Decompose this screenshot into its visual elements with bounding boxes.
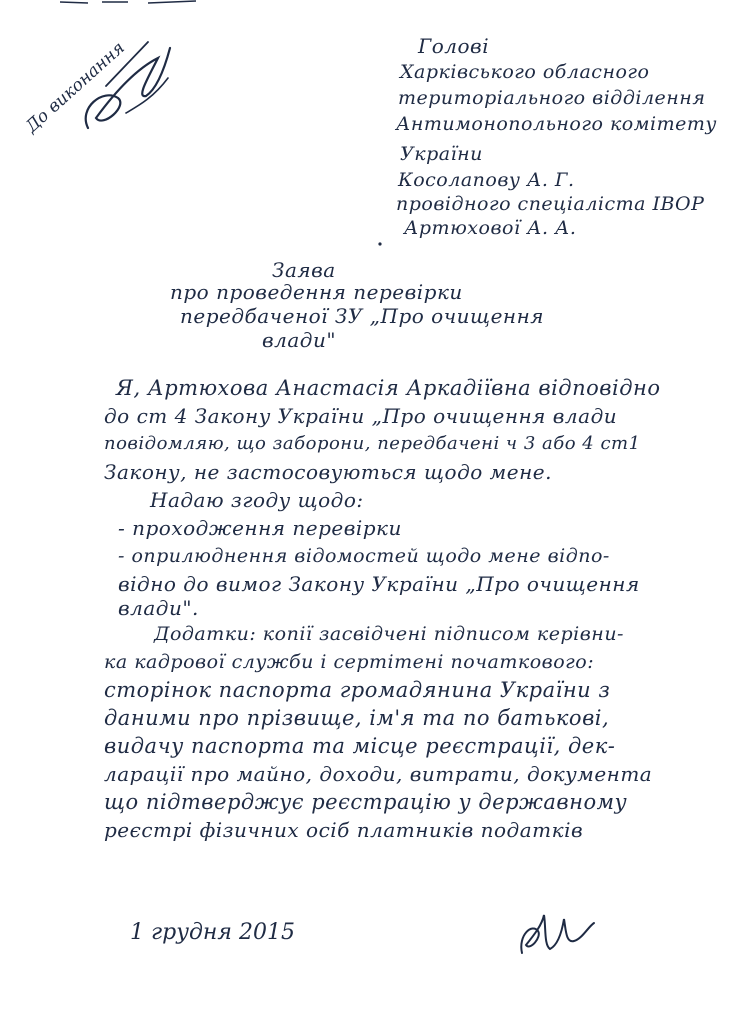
addressee-line-6: Косолапову А. Г. <box>398 169 575 191</box>
resolution-note-text: До виконання <box>22 37 129 137</box>
addressee-line-8: Артюхової А. А. <box>404 217 577 239</box>
top-edge-marks <box>58 0 198 6</box>
body-line-16: що підтверджує реєстрацію у державному <box>104 790 628 814</box>
body-line-8: відно до вимог Закону України „Про очищення <box>118 572 640 596</box>
body-line-12: сторінок паспорта громадянина України з <box>104 678 611 702</box>
body-line-17: реєстрі фізичних осіб платників податків <box>104 818 584 842</box>
document-date: 1 грудня 2015 <box>130 920 295 945</box>
body-line-4: Закону, не застосовуються щодо мене. <box>104 460 552 484</box>
body-line-14: видачу паспорта та місце реєстрації, дек- <box>104 734 616 758</box>
addressee-line-4: Антимонопольного комітету <box>396 113 717 135</box>
title-line-1: Заява <box>272 258 336 282</box>
title-line-3: передбаченої ЗУ „Про очищення <box>180 304 544 328</box>
body-line-6: - проходження перевірки <box>118 516 402 540</box>
addressee-line-5: України <box>400 143 483 165</box>
body-line-10: Додатки: копії засвідчені підписом керівни- <box>154 623 624 645</box>
resolution-note <box>8 18 188 168</box>
addressee-line-1: Голові <box>418 34 490 58</box>
title-line-2: про проведення перевірки <box>170 280 463 304</box>
ink-dot <box>376 240 384 248</box>
body-line-9: влади". <box>118 596 199 620</box>
body-line-11: ка кадрової служби і сертітені початкового: <box>104 651 595 673</box>
author-signature-icon <box>508 905 598 965</box>
body-line-5: Надаю згоду щодо: <box>150 488 364 512</box>
body-line-3: повідомляю, що заборони, передбачені ч 3 або 4 ст1 <box>104 433 641 454</box>
addressee-line-3: територіального відділення <box>398 87 706 109</box>
body-line-13: даними про прізвище, ім'я та по батькові, <box>104 706 610 730</box>
resolution-signature-icon <box>8 18 188 168</box>
body-line-15: ларації про майно, доходи, витрати, документа <box>104 762 653 786</box>
body-line-2: до ст 4 Закону України „Про очищення влади <box>104 404 618 428</box>
addressee-line-2: Харківського обласного <box>400 61 650 83</box>
body-line-7: - оприлюднення відомостей щодо мене відпо- <box>118 545 610 567</box>
body-line-1: Я, Артюхова Анастасія Аркадіївна відповідно <box>116 376 661 400</box>
title-line-4: влади" <box>262 328 337 352</box>
addressee-line-7: провідного спеціаліста ІВОР <box>396 193 705 215</box>
